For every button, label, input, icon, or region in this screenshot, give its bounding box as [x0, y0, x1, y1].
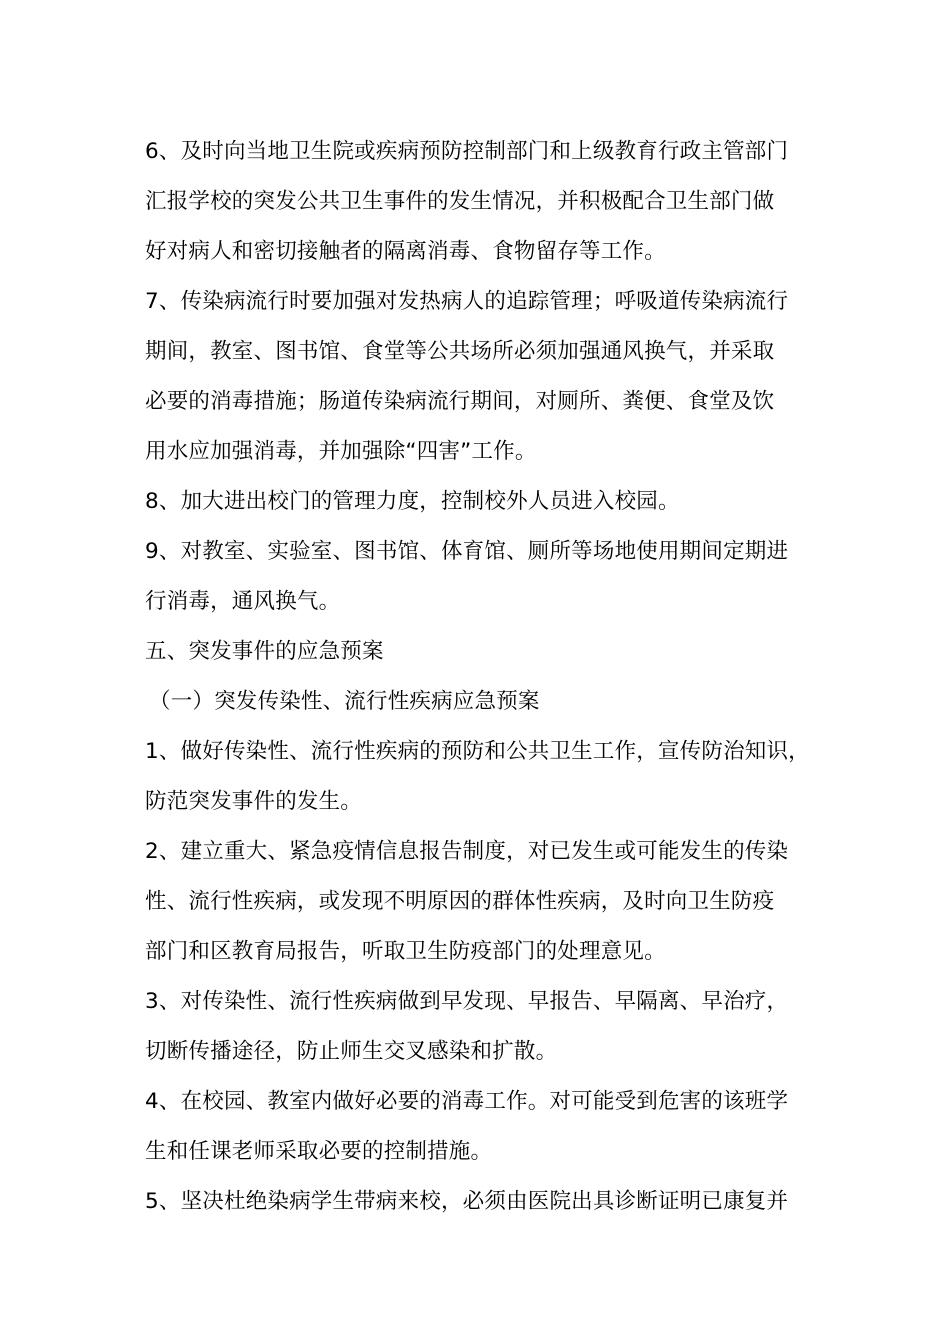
text-line: 4、在校园、教室内做好必要的消毒工作。对可能受到危害的该班学	[145, 1089, 789, 1114]
document-body	[145, 127, 825, 1227]
text-line: 行消毒，通风换气。	[145, 589, 341, 614]
text-line: 切断传播途径，防止师生交叉感染和扩散。	[145, 1039, 558, 1064]
text-line: 6、及时向当地卫生院或疾病预防控制部门和上级教育行政主管部门	[145, 139, 789, 164]
text-line: 用水应加强消毒，并加强除“四害”工作。	[145, 439, 537, 464]
text-line: 3、对传染性、流行性疾病做到早发现、早报告、早隔离、早治疗，	[145, 989, 789, 1014]
text-line: 防范突发事件的发生。	[145, 789, 363, 814]
text-line: 汇报学校的突发公共卫生事件的发生情况，并积极配合卫生部门做	[145, 189, 775, 214]
text-line: 8、加大进出校门的管理力度，控制校外人员进入校园。	[145, 489, 680, 514]
text-line: 2、建立重大、紧急疫情信息报告制度，对已发生或可能发生的传染	[145, 839, 789, 864]
text-line: 部门和区教育局报告，听取卫生防疫部门的处理意见。	[145, 939, 666, 964]
section-heading: 五、突发事件的应急预案	[145, 639, 384, 664]
text-line: 好对病人和密切接触者的隔离消毒、食物留存等工作。	[145, 239, 666, 264]
text-line: 必要的消毒措施；肠道传染病流行期间，对厕所、粪便、食堂及饮	[145, 389, 775, 414]
text-line: 7、传染病流行时要加强对发热病人的追踪管理；呼吸道传染病流行	[145, 289, 789, 314]
text-line: 9、对教室、实验室、图书馆、体育馆、厕所等场地使用期间定期进	[145, 539, 789, 564]
text-line: 生和任课老师采取必要的控制措施。	[145, 1139, 493, 1164]
subsection-heading: （一）突发传染性、流行性疾病应急预案	[149, 689, 540, 714]
text-line: 1、做好传染性、流行性疾病的预防和公共卫生工作，宣传防治知识，	[145, 739, 810, 764]
text-line: 期间，教室、图书馆、食堂等公共场所必须加强通风换气，并采取	[145, 339, 775, 364]
text-line: 性、流行性疾病，或发现不明原因的群体性疾病，及时向卫生防疫	[145, 889, 775, 914]
text-line: 5、坚决杜绝染病学生带病来校，必须由医院出具诊断证明已康复并	[145, 1189, 789, 1214]
